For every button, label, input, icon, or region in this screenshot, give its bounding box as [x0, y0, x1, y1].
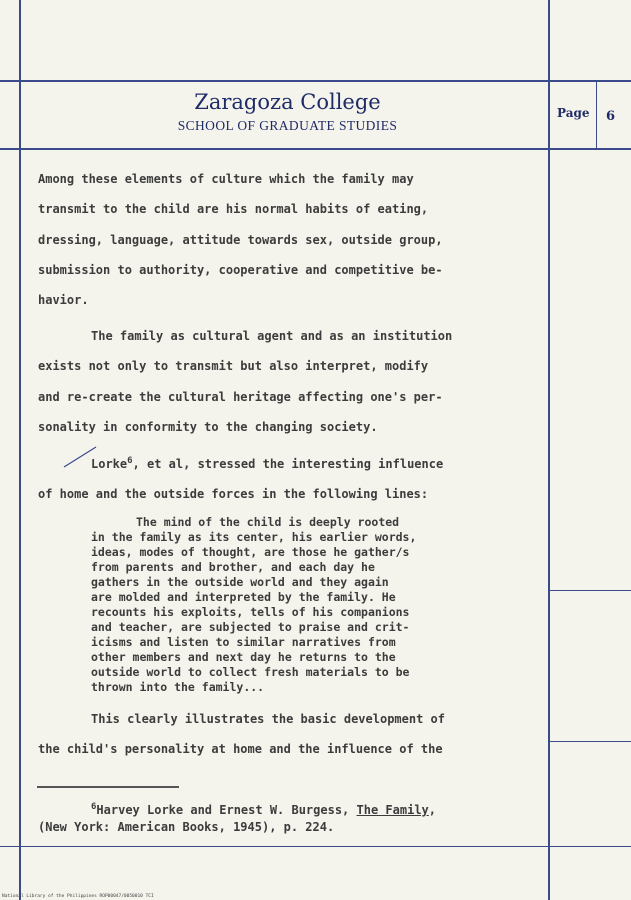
body-line: of home and the outside forces in the following lines: — [38, 487, 429, 501]
body-line: havior. — [38, 293, 89, 307]
quote-line: ideas, modes of thought, are those he gather/s — [91, 545, 410, 559]
quote-line: The mind of the child is deeply rooted — [136, 515, 400, 529]
cite-text: , et al, stressed the interesting influence — [132, 457, 444, 471]
quote-line: in the family as its center, his earlier words, — [91, 530, 417, 544]
footnote-divider — [37, 786, 179, 788]
college-name: Zaragoza College — [194, 90, 381, 114]
body-line: sonality in conformity to the changing society. — [38, 420, 378, 434]
header-bottom-rule — [0, 148, 631, 150]
body-line: Among these elements of culture which the family may — [38, 172, 414, 186]
quote-line: gathers in the outside world and they again — [91, 575, 389, 589]
footnote-marker: 6 — [91, 802, 97, 812]
cite-author: Lorke — [91, 457, 128, 471]
quote-line: are molded and interpreted by the family. He — [91, 590, 396, 604]
page-number: 6 — [606, 109, 616, 124]
margin-tick-rule — [550, 590, 631, 591]
page-label: Page — [557, 106, 590, 120]
body-line: the child's personality at home and the influence of the — [38, 742, 443, 756]
school-name: SCHOOL OF GRADUATE STUDIES — [177, 118, 398, 133]
body-line: transmit to the child are his normal habits of eating, — [38, 202, 429, 216]
footnote-marker: 6 — [127, 456, 133, 466]
body-line: and re-create the cultural heritage affecting one's per- — [38, 390, 443, 404]
header-top-rule — [0, 80, 631, 82]
quote-line: from parents and brother, and each day he — [91, 560, 375, 574]
quote-line: thrown into the family... — [91, 680, 265, 694]
margin-tick-rule — [550, 741, 631, 742]
quote-line: icisms and listen to similar narratives from — [91, 635, 396, 649]
citation-line — [91, 456, 443, 471]
footer-rule — [0, 846, 631, 847]
footnote-line: (New York: American Books, 1945), p. 224. — [38, 820, 335, 834]
body-line: submission to authority, cooperative and competitive be- — [38, 263, 443, 277]
body-line: This clearly illustrates the basic development of — [91, 712, 446, 726]
quote-line: and teacher, are subjected to praise and crit- — [91, 620, 410, 634]
footnote-line — [91, 802, 436, 817]
footnote-authors: Harvey Lorke and Ernest W. Burgess, — [96, 803, 357, 817]
right-margin-rule — [548, 0, 550, 900]
quote-line: recounts his exploits, tells of his companions — [91, 605, 410, 619]
left-margin-rule — [19, 0, 21, 900]
archive-footer: National Library of the Philippines ROP00047/0050010 TCI — [2, 894, 154, 899]
body-line: exists not only to transmit but also interpret, modify — [38, 359, 429, 373]
page-box-rule — [596, 80, 597, 148]
quote-line: outside world to collect fresh materials to be — [91, 665, 410, 679]
body-line: dressing, language, attitude towards sex, outside group, — [38, 233, 443, 247]
quote-line: other members and next day he returns to the — [91, 650, 396, 664]
body-line: The family as cultural agent and as an institution — [91, 329, 453, 343]
footnote-book-title: The Family — [356, 803, 429, 817]
footnote-punct: , — [428, 803, 436, 817]
